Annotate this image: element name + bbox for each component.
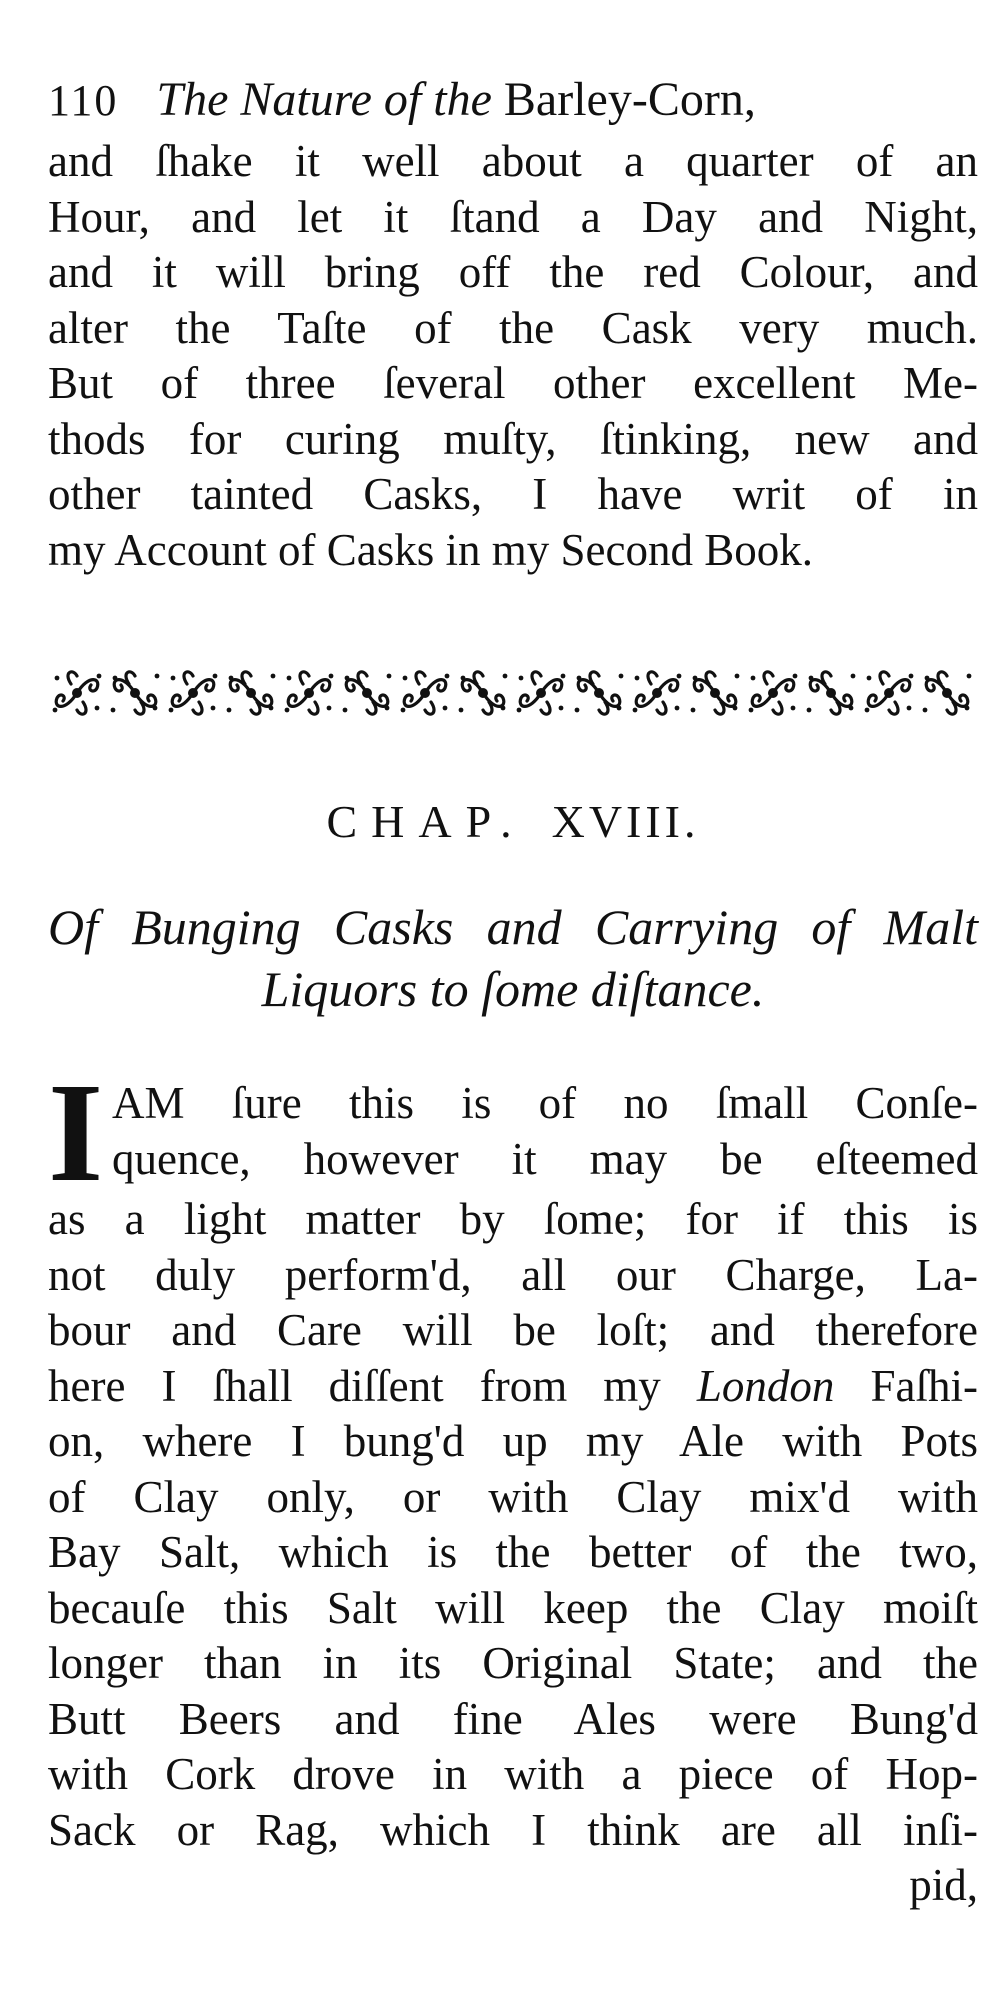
chapter-title-line-1: Of Bunging Casks and Carrying of Malt [48, 899, 978, 955]
text-line: longer than in its Original State; and the [48, 1638, 978, 1688]
text-line: Bay Salt, which is the better of the two, [48, 1527, 978, 1577]
text-line: my Account of Casks in my Second Book. [48, 524, 813, 575]
fleuron-ornament [169, 672, 218, 714]
london-line-before: here I ſhall diſſent from my [48, 1360, 697, 1411]
fleuron-ornament [285, 672, 334, 714]
chapter-title [48, 896, 978, 1020]
chapter-label: CHAP. [326, 796, 526, 847]
fleuron-ornament [517, 672, 566, 714]
text-line: and ſhake it well about a quarter of an [48, 136, 978, 186]
running-head [48, 70, 978, 130]
text-line: Hour, and let it ſtand a Day and Night, [48, 191, 978, 242]
catchword: pid, [909, 1860, 978, 1910]
text-line: Sack or Rag, which I think are all inſi- [48, 1804, 978, 1855]
text-line: quence, however it may be eſteemed [112, 1133, 978, 1184]
page-number: 110 [48, 76, 119, 125]
fleuron-ornament [227, 672, 276, 714]
body-paragraph [48, 1053, 978, 1914]
fleuron-ornament [865, 672, 914, 714]
fleuron-ornament [923, 672, 972, 714]
fleuron-ornament [575, 672, 624, 714]
book-page [48, 70, 978, 1914]
running-title-roman: Barley-Corn, [503, 73, 756, 126]
fleuron-ornament [111, 672, 160, 714]
text-line: alter the Taſte of the Cask very much. [48, 302, 978, 353]
text-line: Butt Beers and fine Ales were Bung'd [48, 1693, 978, 1744]
text-line: as a light matter by ſome; for if this is [48, 1194, 978, 1244]
running-title-italic: The Nature of the [156, 73, 492, 126]
fleuron-ornament [691, 672, 740, 714]
text-line: AM ſure this is of no ſmall Conſe- [112, 1078, 978, 1128]
drop-cap: I [48, 1053, 104, 1211]
chapter-numeral: XVIII. [551, 796, 700, 847]
fleuron-ornament [53, 672, 102, 714]
text-line: other tainted Casks, I have writ of in [48, 469, 978, 519]
text-line: of Clay only, or with Clay mix'd with [48, 1471, 978, 1522]
fleuron-ornament [343, 672, 392, 714]
text-line: not duly perform'd, all our Charge, La- [48, 1249, 978, 1300]
text-line: becauſe this Salt will keep the Clay moiſt [48, 1582, 978, 1633]
fleuron-ornament [401, 672, 450, 714]
text-line-london [48, 1359, 978, 1415]
chapter-heading [48, 792, 978, 852]
text-line: bour and Care will be loſt; and therefore [48, 1305, 978, 1355]
text-line: with Cork drove in with a piece of Hop- [48, 1749, 978, 1799]
london-word: London [696, 1360, 835, 1411]
top-paragraph [48, 134, 978, 578]
fleuron-ornament [749, 672, 798, 714]
ornament-svg [48, 664, 978, 722]
text-line: But of three ſeveral other excellent Me- [48, 358, 978, 408]
fleuron-ornament [633, 672, 682, 714]
chapter-title-line-2: Liquors to ſome diſtance. [261, 961, 765, 1017]
fleuron-ornament [807, 672, 856, 714]
text-line: on, where I bung'd up my Ale with Pots [48, 1416, 978, 1466]
london-line-after: Faſhi- [834, 1360, 978, 1411]
printer-ornament-band [48, 664, 978, 722]
text-line: and it will bring off the red Colour, and [48, 247, 978, 297]
text-line: thods for curing muſty, ſtinking, new and [48, 413, 978, 464]
fleuron-ornament [459, 672, 508, 714]
